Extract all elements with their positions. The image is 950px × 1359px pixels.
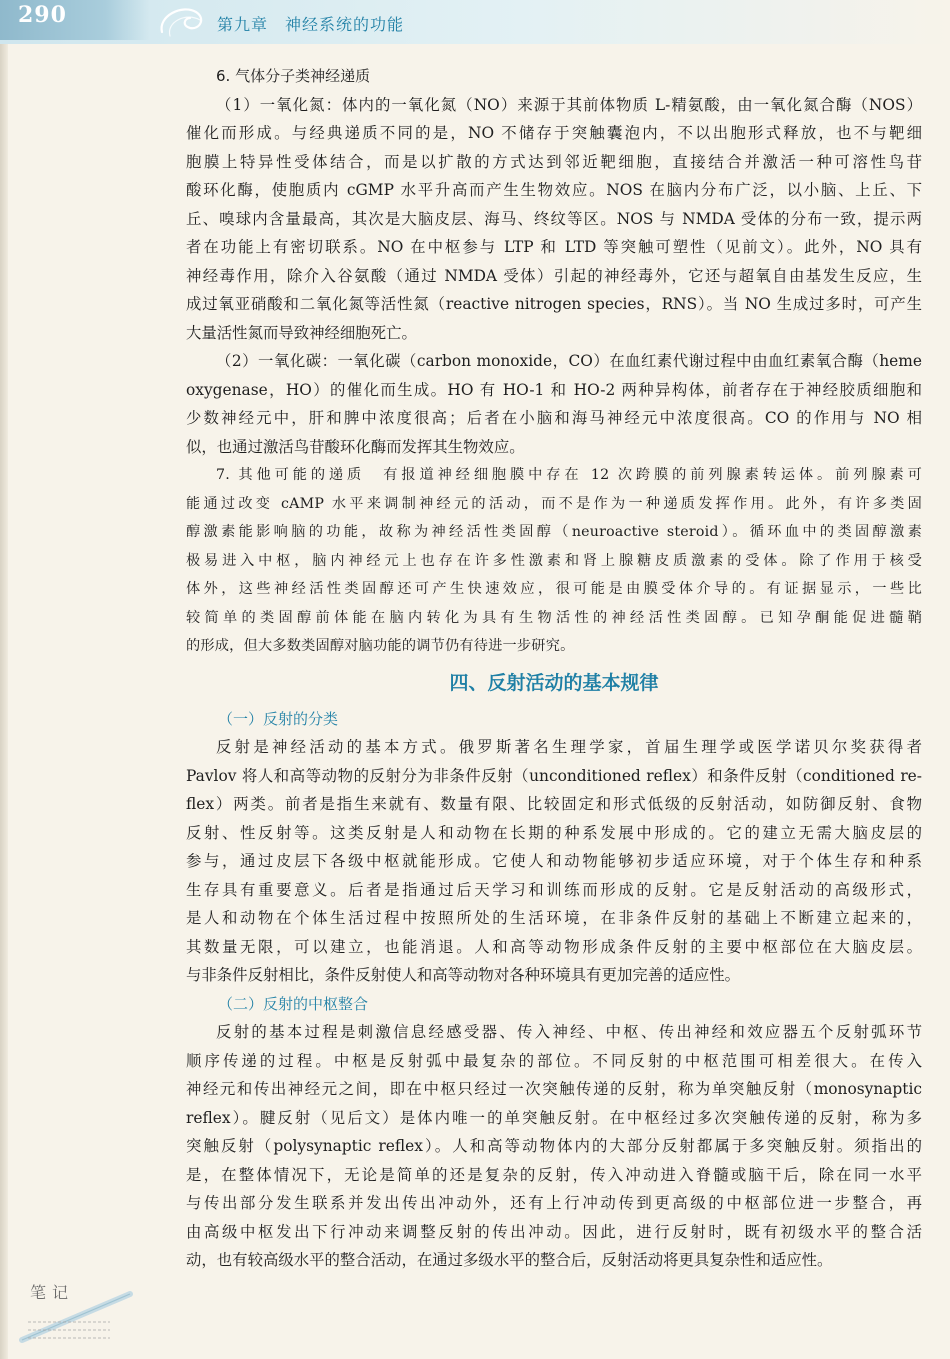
text-line: 少数神经元中，肝和脾中浓度很高；后者在小脑和海马神经元中浓度很高。CO 的作用与 NO 相 bbox=[186, 409, 922, 427]
page-number-tab bbox=[0, 0, 150, 40]
text-line: 丘、嗅球内含量最高，其次是大脑皮层、海马、终纹等区。NOS 与 NMDA 受体的分布一致，提示两 bbox=[186, 209, 922, 228]
text-line: 神经毒作用，除介入谷氨酸（通过 NMDA 受体）引起的神经毒外，它还与超氧自由基发生反应，生 bbox=[186, 266, 922, 285]
text-line: 极易进入中枢，脑内神经元上也存在许多性激素和肾上腺糖皮质激素的受体。除了作用于核受 bbox=[186, 552, 922, 569]
paragraph bbox=[186, 91, 922, 348]
page-edge bbox=[0, 44, 8, 1359]
text-line: oxygenase，HO）的催化而生成。HO 有 HO-1 和 HO-2 两种异构体，前者存在于神经胶质细胞和 bbox=[186, 380, 922, 399]
swirl-ornament-icon bbox=[156, 2, 212, 40]
text-line: 突触反射（polysynaptic reflex）。人和高等动物体内的大部分反射都属于多突触反射。须指出的 bbox=[186, 1137, 922, 1155]
text-line: 由高级中枢发出下行冲动来调整反射的传出冲动。因此，进行反射时，既有初级水平的整合活 bbox=[186, 1222, 922, 1241]
text-line: 似，也通过激活鸟苷酸环化酶而发挥其生物效应。 bbox=[186, 437, 525, 456]
text-line: 神经元和传出神经元之间，即在中枢只经过一次突触传递的反射，称为单突触反射（monosynaptic bbox=[186, 1080, 922, 1098]
paragraph bbox=[186, 733, 922, 990]
paragraph bbox=[186, 1018, 922, 1275]
text-line: 是人和动物在个体生活过程中按照所处的生活环境，在非条件反射的基础上不断建立起来的， bbox=[186, 909, 922, 927]
text-line: 顺序传递的过程。中枢是反射弧中最复杂的部位。不同反射的中枢范围可相差很大。在传入 bbox=[186, 1051, 922, 1070]
text-line: 反射是神经活动的基本方式。俄罗斯著名生理学家，首届生理学或医学诺贝尔奖获得者 bbox=[216, 738, 922, 756]
page-number: 290 bbox=[18, 2, 67, 28]
text-line: 醇激素能影响脑的功能，故称为神经活性类固醇（neuroactive steroid）。循环血中的类固醇激素 bbox=[186, 524, 922, 540]
text-line: 生存具有重要意义。后者是指通过后天学习和训练而形成的反射。它是反射活动的高级形式， bbox=[186, 880, 922, 899]
text-line: 反射、性反射等。这类反射是人和动物在长期的种系发展中形成的。它的建立无需大脑皮层的 bbox=[186, 823, 922, 842]
text-line: 的形成，但大多数类固醇对脑功能的调节仍有待进一步研究。 bbox=[186, 638, 575, 654]
text-line: 能通过改变 cAMP 水平来调制神经元的活动，而不是作为一种递质发挥作用。此外，有许多类固 bbox=[186, 495, 922, 512]
section-title: 四、反射活动的基本规律 bbox=[449, 671, 659, 694]
subsection-heading: （一）反射的分类 bbox=[218, 709, 339, 728]
text-line: Pavlov 将人和高等动物的反射分为非条件反射（unconditioned reflex）和条件反射（conditioned re- bbox=[186, 766, 922, 785]
paragraph bbox=[186, 461, 922, 661]
text-line: 反射的基本过程是刺激信息经感受器、传入神经、中枢、传出神经和效应器五个反射弧环节 bbox=[216, 1023, 922, 1041]
text-line: 体外，这些神经活性类固醇还可产生快速效应，很可能是由膜受体介导的。有证据显示，一些比 bbox=[186, 581, 922, 597]
text-line: 者在功能上有密切联系。NO 在中枢参与 LTP 和 LTD 等突触可塑性（见前文）。此外，NO 具有 bbox=[186, 238, 922, 256]
pen-icon bbox=[18, 1280, 158, 1350]
text-line: 较简单的类固醇前体能在脑内转化为具有生物活性的神经活性类固醇。已知孕酮能促进髓鞘 bbox=[186, 609, 922, 626]
text-line: 6. 气体分子类神经递质 bbox=[216, 67, 371, 85]
subsection-heading: （二）反射的中枢整合 bbox=[218, 994, 369, 1013]
text-line: 是，在整体情况下，无论是简单的还是复杂的反射，传入冲动进入脊髓或脑干后，除在同一水平 bbox=[186, 1165, 922, 1184]
text-line: 成过氧亚硝酸和二氧化氮等活性氮（reactive nitrogen species，RNS）。当 NO 生成过多时，可产生 bbox=[186, 295, 922, 313]
page-body bbox=[186, 62, 922, 1275]
chapter-title: 第九章 神经系统的功能 bbox=[217, 15, 405, 34]
notes-area bbox=[18, 1280, 158, 1350]
text-line: flex）两类。前者是指生来就有、数量有限、比较固定和形式低级的反射活动，如防御反射、食物 bbox=[186, 795, 922, 813]
paragraph bbox=[186, 347, 922, 461]
notes-label: 笔记 bbox=[30, 1283, 75, 1302]
text-line: 其数量无限，可以建立，也能消退。人和高等动物形成条件反射的主要中枢部位在大脑皮层。 bbox=[186, 937, 922, 956]
text-line: 酸环化酶，使胞质内 cGMP 水平升高而产生生物效应。NOS 在脑内分布广泛，以小脑、上丘、下 bbox=[186, 181, 922, 199]
text-line: 7. 其他可能的递质 有报道神经细胞膜中存在 12 次跨膜的前列腺素转运体。前列腺素可 bbox=[216, 467, 922, 483]
item-heading bbox=[186, 62, 922, 91]
text-line: 与非条件反射相比，条件反射使人和高等动物对各种环境具有更加完善的适应性。 bbox=[186, 966, 741, 984]
text-line: reflex）。腱反射（见后文）是体内唯一的单突触反射。在中枢经过多次突触传递的反射，称为多 bbox=[186, 1108, 922, 1127]
text-line: 催化而形成。与经典递质不同的是，NO 不储存于突触囊泡内，不以出胞形式释放，也不与靶细 bbox=[186, 124, 922, 142]
text-line: （2）一氧化碳：一氧化碳（carbon monoxide，CO）在血红素代谢过程中由血红素氧合酶（heme bbox=[216, 352, 922, 370]
text-line: 胞膜上特异性受体结合，而是以扩散的方式达到邻近靶细胞，直接结合并激活一种可溶性鸟苷 bbox=[186, 152, 922, 171]
text-line: 大量活性氮而导致神经细胞死亡。 bbox=[186, 323, 417, 342]
text-line: 与传出部分发生联系并发出传出冲动外，还有上行冲动传到更高级的中枢部位进一步整合，再 bbox=[186, 1194, 922, 1212]
text-line: 参与，通过皮层下各级中枢就能形成。它使人和动物能够初步适应环境，对于个体生存和种系 bbox=[186, 852, 922, 870]
text-line: （1）一氧化氮：体内的一氧化氮（NO）来源于其前体物质 L-精氨酸，由一氧化氮合酶（NOS） bbox=[216, 95, 922, 114]
text-line: 动，也有较高级水平的整合活动，在通过多级水平的整合后，反射活动将更具复杂性和适应性。 bbox=[186, 1251, 833, 1269]
